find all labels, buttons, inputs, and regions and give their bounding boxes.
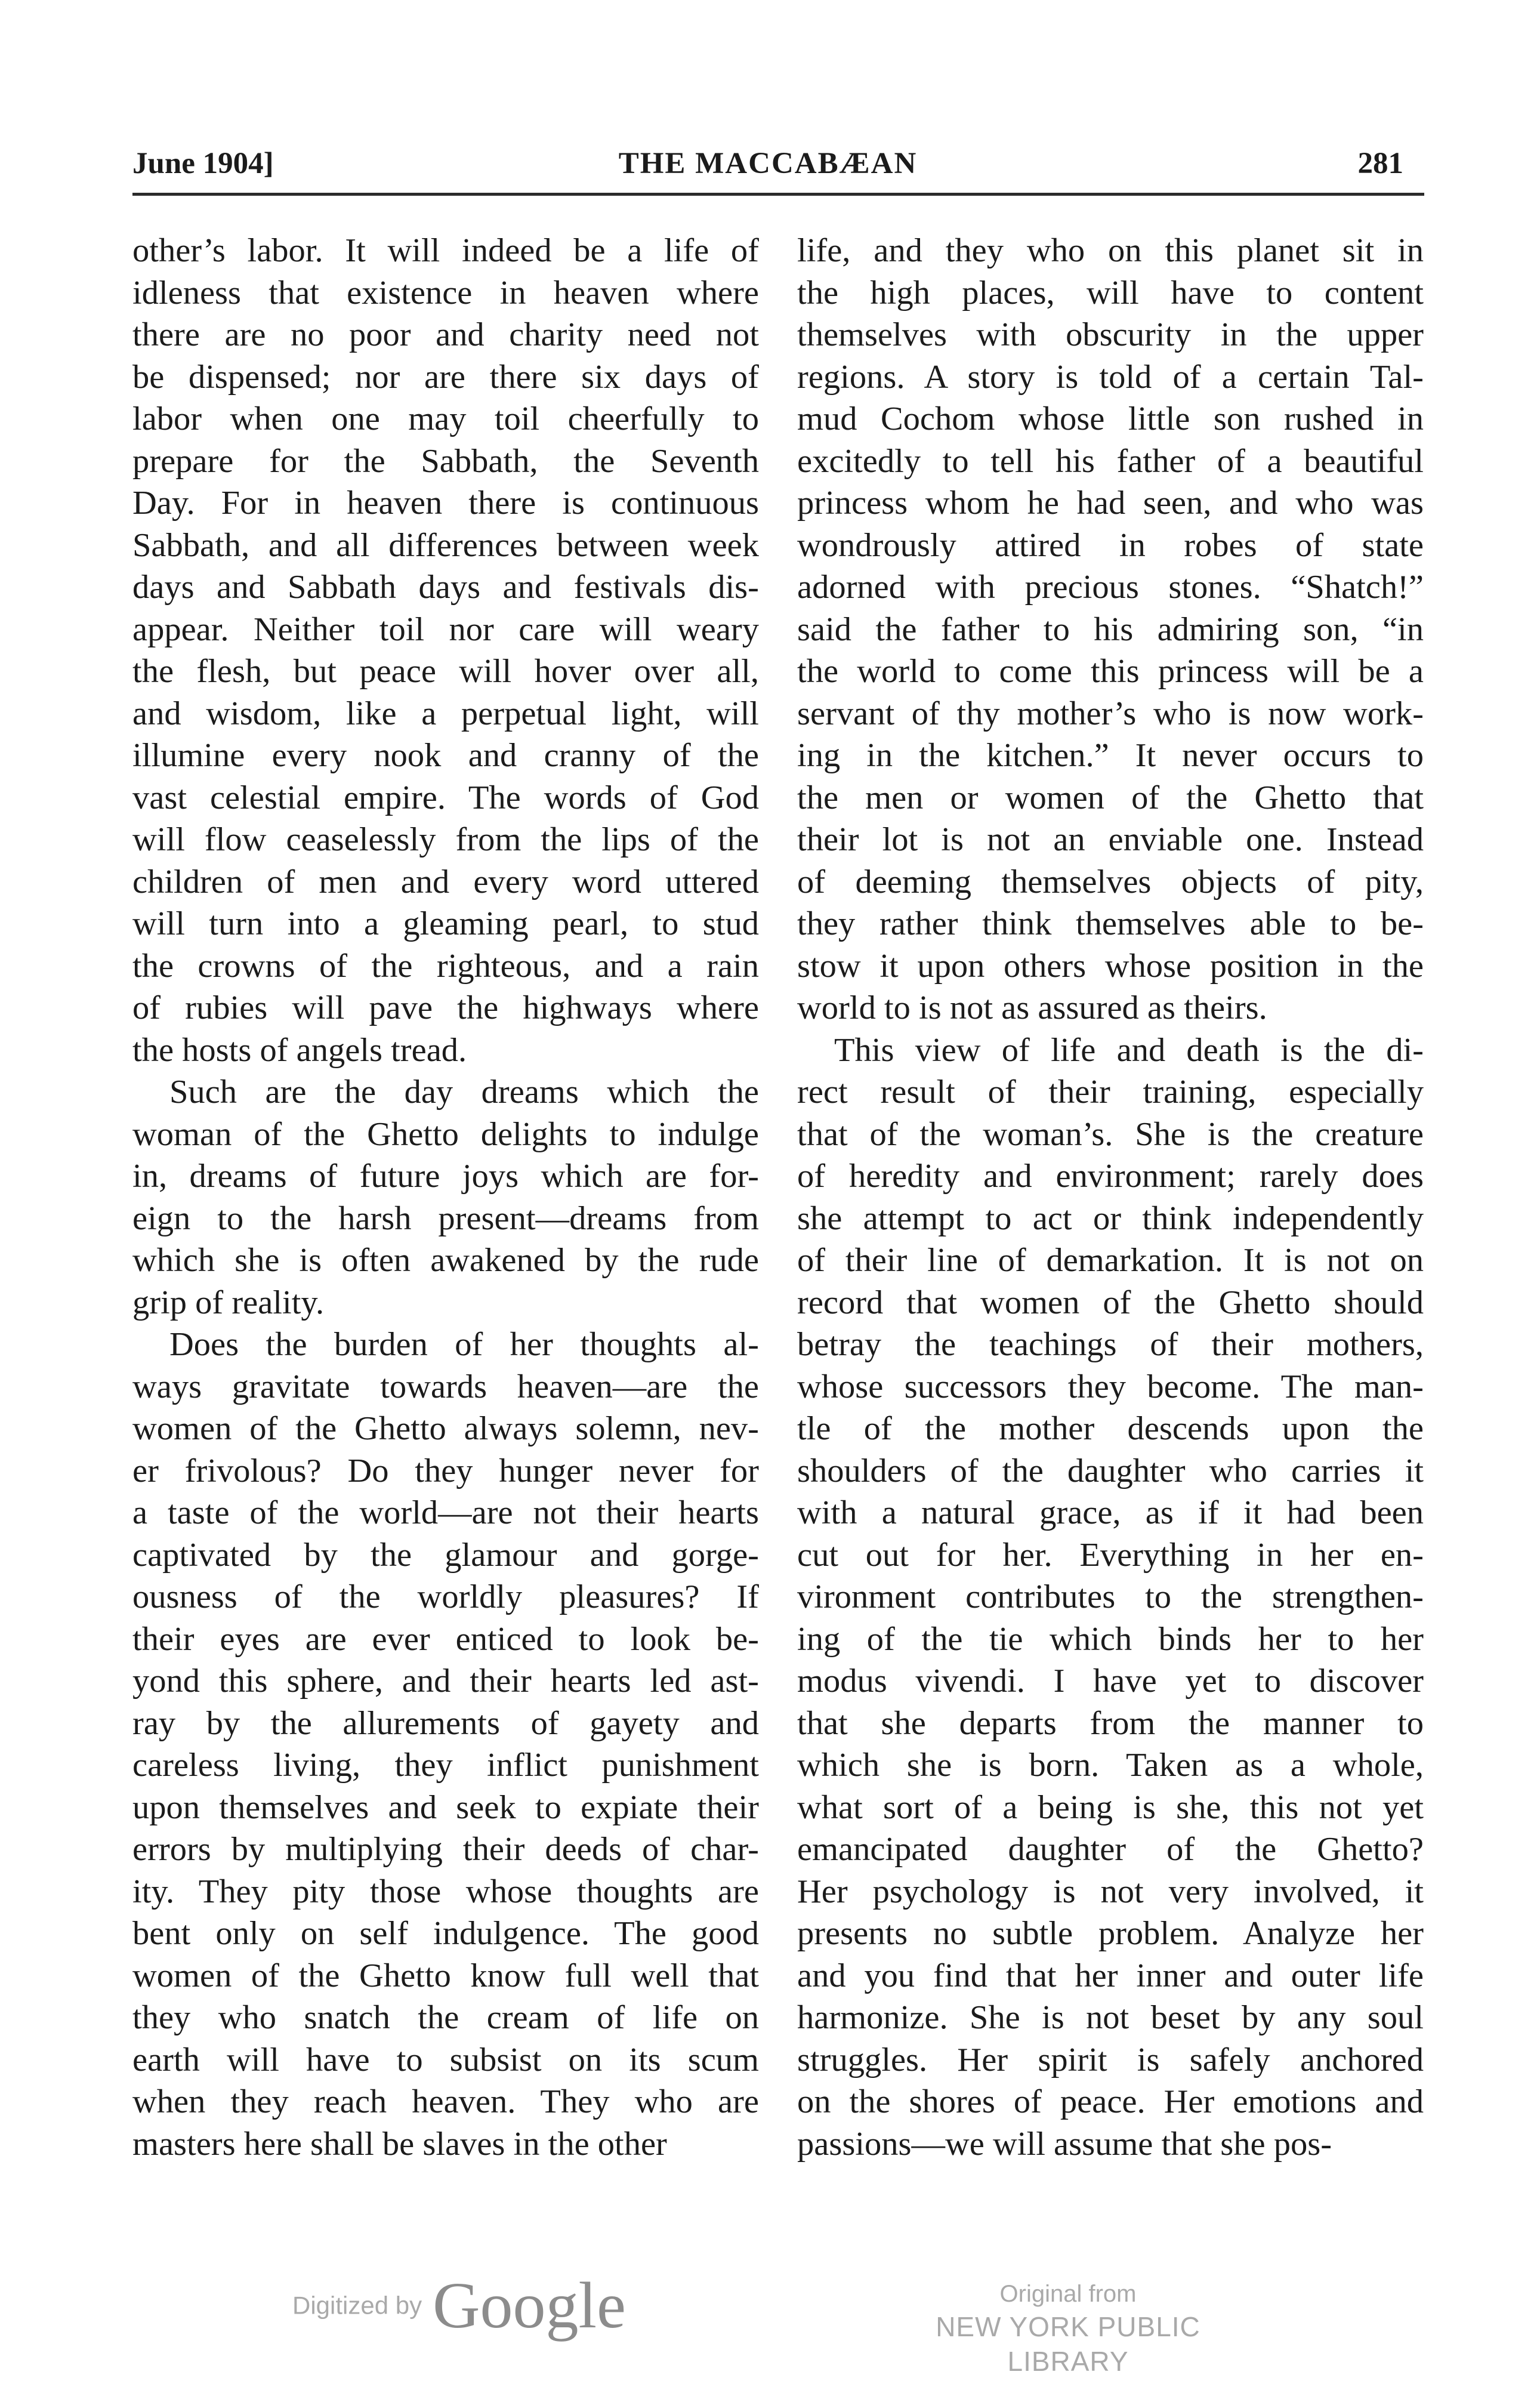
left-column-line: illumine every nook and cranny of the [132,737,759,774]
left-column-line: Such are the day dreams which the [169,1074,759,1111]
right-column-line: princess whom he had seen, and who was [797,485,1424,522]
left-column-line: ity. They pity those whose thoughts are [132,1873,759,1910]
left-column-line: bent only on self indulgence. The good [132,1915,759,1952]
right-column-line: emancipated daughter of the Ghetto? [797,1831,1424,1868]
right-column-line: themselves with obscurity in the upper [797,316,1424,353]
running-head [132,146,1403,194]
right-column-line: regions. A story is told of a certain Tal- [797,358,1424,396]
left-column-line: their eyes are ever enticed to look be- [132,1620,759,1658]
digitized-by-stamp [292,2268,626,2342]
right-column-line: what sort of a being is she, this not yet [797,1788,1424,1826]
right-column-line: the world to come this princess will be a [797,653,1424,690]
right-column-line: harmonize. She is not beset by any soul [797,1999,1424,2036]
right-column-line: of heredity and environment; rarely does [797,1158,1424,1195]
left-column-line: idleness that existence in heaven where [132,274,759,312]
left-column-line: Day. For in heaven there is continuous [132,485,759,522]
left-column-line: labor when one may toil cheerfully to [132,400,759,437]
left-column-line: errors by multiplying their deeds of char- [132,1831,759,1868]
left-column-line: ray by the allurements of gayety and [132,1704,759,1742]
left-column-line: prepare for the Sabbath, the Seventh [132,442,759,480]
right-column-line: which she is born. Taken as a whole, [797,1747,1424,1784]
right-column-line: presents no subtle problem. Analyze her [797,1915,1424,1952]
right-column-line: and you find that her inner and outer life [797,1957,1424,1994]
right-column-line: Her psychology is not very involved, it [797,1873,1424,1910]
right-column-line: life, and they who on this planet sit in [797,232,1424,269]
right-column-line: tle of the mother descends upon the [797,1410,1424,1447]
right-column-line: that she departs from the manner to [797,1704,1424,1742]
left-column-line: careless living, they inflict punishment [132,1747,759,1784]
left-column-line: days and Sabbath days and festivals dis- [132,569,759,606]
right-column-line: said the father to his admiring son, “in [797,610,1424,648]
right-column-line: passions—we will assume that she pos- [797,2125,1332,2163]
left-column-line: yond this sphere, and their hearts led ast- [132,1663,759,1700]
right-column-line: the men or women of the Ghetto that [797,779,1424,816]
right-column-line: of deeming themselves objects of pity, [797,863,1424,900]
right-column-line: world to is not as assured as theirs. [797,989,1267,1026]
left-column-line: in, dreams of future joys which are for- [132,1158,759,1195]
right-column-line: that of the woman’s. She is the creature [797,1115,1424,1153]
left-column-line: of rubies will pave the highways where [132,989,759,1026]
library-name: NEW YORK PUBLIC LIBRARY [936,2311,1200,2377]
right-column-line: adorned with precious stones. “Shatch!” [797,569,1424,606]
left-column-line: will turn into a gleaming pearl, to stud [132,905,759,942]
left-column-line: captivated by the glamour and gorge- [132,1536,759,1574]
original-from-text: Original from [999,2281,1137,2307]
source-library-stamp [883,2278,1253,2379]
left-column-line: upon themselves and seek to expiate their [132,1788,759,1826]
left-column-line: there are no poor and charity need not [132,316,759,353]
left-column-line: grip of reality. [132,1284,325,1321]
right-column-line: mud Cochom whose little son rushed in [797,400,1424,437]
right-column-line: struggles. Her spirit is safely anchored [797,2041,1424,2078]
right-column-line: shoulders of the daughter who carries it [797,1452,1424,1489]
left-column-line: children of men and every word uttered [132,863,759,900]
right-column-line: stow it upon others whose position in the [797,947,1424,985]
right-column-line: modus vivendi. I have yet to discover [797,1663,1424,1700]
left-column-line: a taste of the world—are not their hearts [132,1494,759,1531]
left-column-line: they who snatch the cream of life on [132,1999,759,2036]
right-column-line: wondrously attired in robes of state [797,526,1424,564]
issue-date: June 1904] [132,147,274,180]
left-column-line: when they reach heaven. They who are [132,2083,759,2120]
right-column-line: vironment contributes to the strengthen- [797,1578,1424,1615]
left-column-line: the flesh, but peace will hover over all, [132,653,759,690]
right-column-line: whose successors they become. The man- [797,1368,1424,1405]
left-column-line: earth will have to subsist on its scum [132,2041,759,2078]
left-column-line: er frivolous? Do they hunger never for [132,1452,759,1489]
left-column-line: and wisdom, like a perpetual light, will [132,695,759,732]
left-column-line: masters here shall be slaves in the other [132,2125,667,2163]
right-column-line: This view of life and death is the di- [834,1031,1424,1069]
google-logo: Google [433,2269,626,2342]
right-column-line: their lot is not an enviable one. Instead [797,821,1424,858]
page-number: 281 [1357,147,1403,180]
left-column-line: women of the Ghetto always solemn, nev- [132,1410,759,1447]
right-column-line: excitedly to tell his father of a beautiful [797,442,1424,480]
left-column-line: Does the burden of her thoughts al- [169,1326,759,1363]
left-column-line: eign to the harsh present—dreams from [132,1199,759,1237]
left-column-line: woman of the Ghetto delights to indulge [132,1115,759,1153]
left-column-line: appear. Neither toil nor care will weary [132,610,759,648]
left-column-line: vast celestial empire. The words of God [132,779,759,816]
left-column-line: Sabbath, and all differences between week [132,526,759,564]
right-column-line: the high places, will have to content [797,274,1424,312]
right-column-line: rect result of their training, especially [797,1074,1424,1111]
right-column-line: ing in the kitchen.” It never occurs to [797,737,1424,774]
digitized-by-text: Digitized by [292,2291,422,2320]
left-column-line: the crowns of the righteous, and a rain [132,947,759,985]
journal-title: THE MACCABÆAN [618,147,918,180]
right-column-line: betray the teachings of their mothers, [797,1326,1424,1363]
left-column-line: other’s labor. It will indeed be a life of [132,232,759,269]
left-column [132,230,759,2165]
right-column-line: she attempt to act or think independently [797,1199,1424,1237]
right-column-line: they rather think themselves able to be- [797,905,1424,942]
right-column-line: with a natural grace, as if it had been [797,1494,1424,1531]
right-column-line: on the shores of peace. Her emotions and [797,2083,1424,2120]
left-column-line: will flow ceaselessly from the lips of the [132,821,759,858]
left-column-line: ousness of the worldly pleasures? If [132,1578,759,1615]
left-column-line: women of the Ghetto know full well that [132,1957,759,1994]
left-column-line: the hosts of angels tread. [132,1031,467,1069]
right-column-line: of their line of demarkation. It is not on [797,1242,1424,1279]
header-rule [132,193,1424,196]
left-column-line: which she is often awakened by the rude [132,1242,759,1279]
left-column-line: be dispensed; nor are there six days of [132,358,759,396]
right-column-line: servant of thy mother’s who is now work- [797,695,1424,732]
right-column-line: ing of the tie which binds her to her [797,1620,1424,1658]
right-column [797,230,1424,2165]
right-column-line: record that women of the Ghetto should [797,1284,1424,1321]
left-column-line: ways gravitate towards heaven—are the [132,1368,759,1405]
right-column-line: cut out for her. Everything in her en- [797,1536,1424,1574]
